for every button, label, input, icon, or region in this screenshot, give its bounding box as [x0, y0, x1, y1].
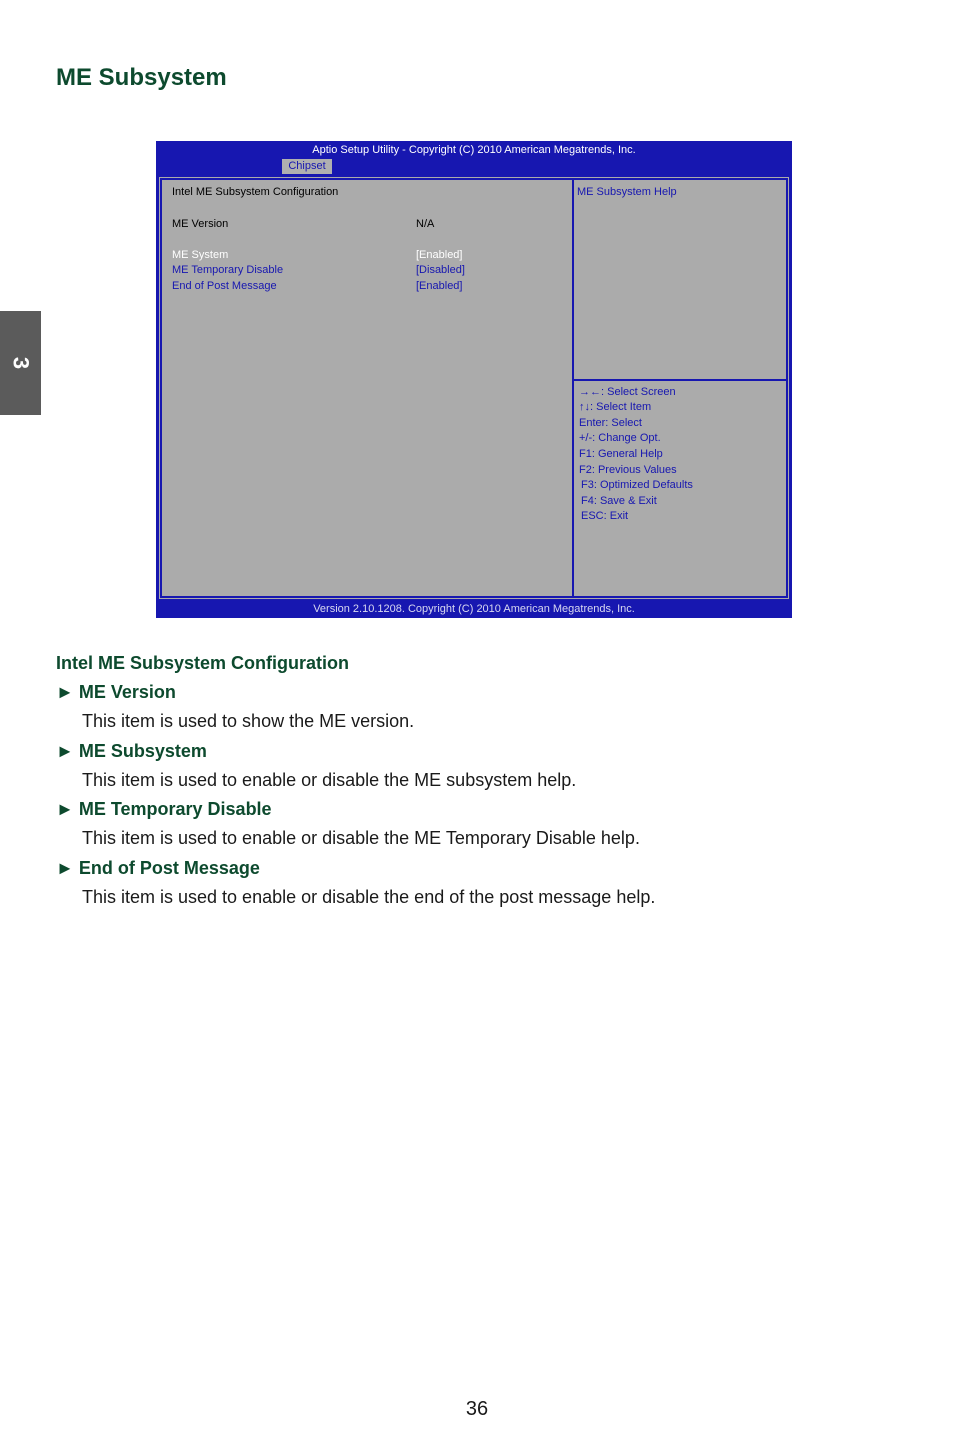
bios-help-panel — [573, 178, 788, 381]
item-title-end-of-post-message: ► End of Post Message — [56, 858, 260, 878]
bios-end-of-post-label[interactable]: End of Post Message — [172, 280, 277, 292]
bios-body — [159, 177, 789, 599]
chapter-tab — [0, 311, 41, 415]
item-title-me-subsystem: ► ME Subsystem — [56, 741, 207, 761]
item-title-me-temporary-disable: ► ME Temporary Disable — [56, 799, 272, 819]
bios-end-of-post-value[interactable]: [Enabled] — [416, 280, 463, 292]
key-change-opt: +/-: Change Opt. — [579, 432, 661, 444]
key-enter: Enter: Select — [579, 417, 642, 429]
arrows-left-right-icon: →← — [579, 386, 601, 398]
item-desc-me-subsystem: This item is used to enable or disable the ME subsystem help. — [82, 770, 577, 790]
triangle-bullet-icon: ► — [56, 682, 74, 702]
page-title: ME Subsystem — [56, 64, 227, 91]
page-number: 36 — [465, 1398, 489, 1420]
chapter-number: 3 — [8, 356, 34, 370]
bios-header — [156, 141, 792, 176]
triangle-bullet-icon: ► — [56, 799, 74, 819]
key-general-help: F1: General Help — [579, 448, 663, 460]
arrows-up-down-icon: ↑↓ — [579, 401, 590, 413]
bios-me-temporary-disable-label[interactable]: ME Temporary Disable — [172, 264, 284, 276]
bios-settings-panel — [160, 178, 574, 598]
item-title-me-version: ► ME Version — [56, 682, 176, 702]
triangle-bullet-icon: ► — [56, 741, 74, 761]
bios-me-system-value[interactable]: [Enabled] — [416, 249, 463, 261]
bios-screenshot — [156, 141, 792, 618]
key-optimized-defaults: F3: Optimized Defaults — [581, 479, 693, 491]
bios-me-temporary-disable-value[interactable]: [Disabled] — [416, 264, 465, 276]
triangle-bullet-icon: ► — [56, 858, 74, 878]
bios-me-version-value: N/A — [416, 218, 435, 230]
bios-section-title: Intel ME Subsystem Configuration — [172, 186, 339, 198]
bios-me-system-label[interactable]: ME System — [172, 249, 229, 261]
item-desc-me-temporary-disable: This item is used to enable or disable the ME Temporary Disable help. — [82, 828, 640, 848]
section-heading: Intel ME Subsystem Configuration — [56, 653, 350, 673]
key-save-exit: F4: Save & Exit — [581, 495, 657, 507]
key-select-item: ↑↓: Select Item — [579, 401, 652, 413]
bios-footer: Version 2.10.1208. Copyright (C) 2010 American Megatrends, Inc. — [156, 600, 792, 618]
bios-title: Aptio Setup Utility - Copyright (C) 2010 American Megatrends, Inc. — [312, 144, 636, 156]
item-desc-end-of-post-message: This item is used to enable or disable the end of the post message help. — [82, 887, 656, 907]
bios-tab-chipset[interactable]: Chipset — [282, 159, 332, 174]
key-select-screen: →←: Select Screen — [579, 386, 676, 398]
key-previous-values: F2: Previous Values — [579, 464, 677, 476]
key-exit: ESC: Exit — [581, 510, 629, 522]
bios-me-version-label: ME Version — [172, 218, 229, 230]
item-desc-me-version: This item is used to show the ME version. — [82, 711, 415, 731]
bios-help-title: ME Subsystem Help — [577, 186, 677, 198]
